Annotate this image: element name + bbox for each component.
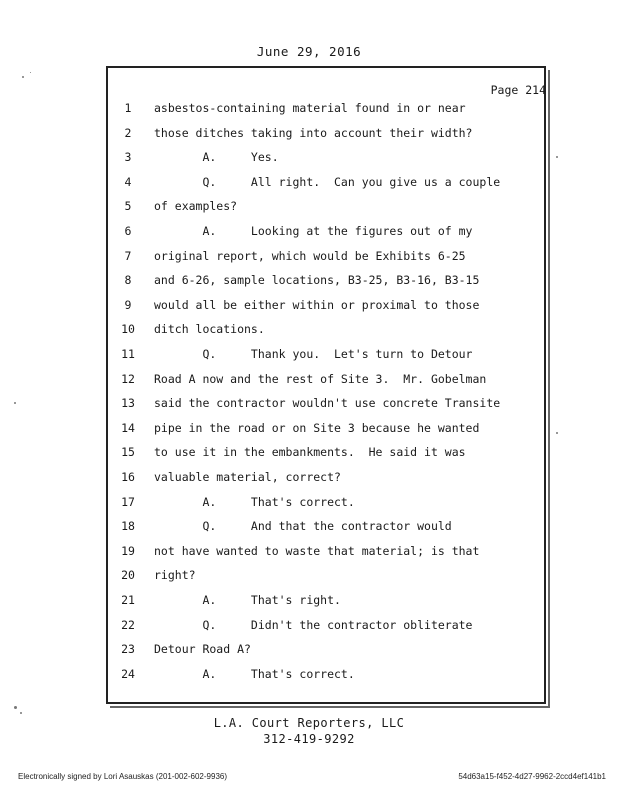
line-number: 23 [121, 642, 135, 657]
line-text: valuable material, correct? [154, 470, 341, 484]
line-text: Road A now and the rest of Site 3. Mr. Gobelman [154, 371, 487, 386]
line-text: pipe in the road or on Site 3 because he wanted [154, 420, 480, 435]
transcript-line [110, 322, 540, 342]
transcript-line [110, 175, 540, 195]
line-number: 11 [121, 347, 135, 361]
transcript-line [110, 470, 540, 490]
transcript-line [110, 593, 540, 613]
transcript-line [110, 642, 540, 662]
line-text: asbestos-containing material found in or near [154, 101, 466, 115]
electronic-signature: Electronically signed by Lori Asauskas (201-002-602-9936) [18, 772, 228, 781]
line-text: right? [154, 568, 196, 583]
line-text: and 6-26, sample locations, B3-25, B3-16, B3-15 [154, 273, 480, 288]
transcript-line [110, 421, 540, 441]
transcript-line [110, 372, 540, 392]
line-text: Q. Didn't the contractor obliterate [154, 617, 473, 632]
transcript-line [110, 618, 540, 638]
line-text: not have wanted to waste that material; is that [154, 543, 480, 558]
line-text: Q. All right. Can you give us a couple [154, 174, 501, 189]
line-number: 10 [121, 322, 135, 337]
line-number: 3 [124, 150, 132, 165]
line-text: Q. Thank you. Let's turn to Detour [154, 347, 473, 361]
transcript-line [110, 445, 540, 465]
transcript-line [110, 224, 540, 244]
line-number: 7 [124, 248, 132, 263]
scan-speck [14, 402, 16, 404]
line-text: A. That's correct. [154, 494, 355, 509]
line-number: 2 [124, 125, 132, 140]
line-number: 17 [121, 494, 135, 509]
line-text: to use it in the embankments. He said it was [154, 445, 466, 460]
scan-speck [556, 156, 558, 158]
line-number: 13 [121, 396, 135, 411]
line-text: Detour Road A? [154, 642, 251, 657]
transcript-line [110, 150, 540, 170]
line-number: 18 [121, 519, 135, 534]
scan-speck [14, 706, 17, 709]
line-number: 21 [121, 593, 135, 607]
line-text: those ditches taking into account their width? [154, 125, 473, 140]
transcript-line [110, 126, 540, 146]
line-text: ditch locations. [154, 322, 265, 337]
line-text: original report, which would be Exhibits 6-25 [154, 248, 466, 263]
scan-speck [30, 72, 31, 73]
line-number: 24 [121, 666, 135, 681]
line-number: 6 [124, 224, 132, 238]
transcript-line [110, 347, 540, 367]
line-text: Q. And that the contractor would [154, 519, 452, 534]
line-text: would all be either within or proximal to those [154, 297, 480, 312]
transcript-line [110, 495, 540, 515]
line-number: 9 [124, 297, 132, 312]
scan-speck [22, 76, 24, 78]
line-number: 14 [121, 420, 135, 435]
line-number: 16 [121, 470, 135, 484]
line-number: 1 [124, 101, 132, 115]
court-reporter-name: L.A. Court Reporters, LLC [213, 716, 405, 730]
frame-shadow-right [548, 70, 550, 706]
transcript-line [110, 544, 540, 564]
transcript-line [110, 519, 540, 539]
line-number: 12 [121, 371, 135, 386]
transcript-line [110, 396, 540, 416]
court-reporter-phone: 312-419-9292 [263, 732, 355, 746]
scan-speck [20, 712, 22, 714]
transcript-line [110, 568, 540, 588]
line-number: 8 [124, 273, 132, 288]
page-number: Page 214 [490, 83, 546, 97]
transcript-line [110, 298, 540, 318]
line-number: 20 [121, 568, 135, 583]
line-text: A. That's right. [154, 593, 341, 607]
transcript-line [110, 273, 540, 293]
line-number: 4 [124, 174, 132, 189]
line-text: of examples? [154, 199, 238, 214]
transcript-line [110, 249, 540, 269]
line-text: A. That's correct. [154, 666, 355, 681]
scan-speck [556, 432, 558, 434]
document-id: 54d63a15-f452-4d27-9962-2ccd4ef141b1 [458, 772, 606, 781]
transcript-line [110, 199, 540, 219]
transcript-line [110, 101, 540, 121]
transcript-date: June 29, 2016 [256, 44, 362, 59]
line-number: 22 [121, 617, 135, 632]
line-number: 5 [124, 199, 132, 214]
line-text: A. Looking at the figures out of my [154, 224, 473, 238]
line-text: A. Yes. [154, 150, 279, 165]
line-number: 15 [121, 445, 135, 460]
frame-shadow-bottom [110, 706, 550, 708]
line-number: 19 [121, 543, 135, 558]
line-text: said the contractor wouldn't use concrete Transite [154, 396, 501, 411]
transcript-line [110, 667, 540, 687]
